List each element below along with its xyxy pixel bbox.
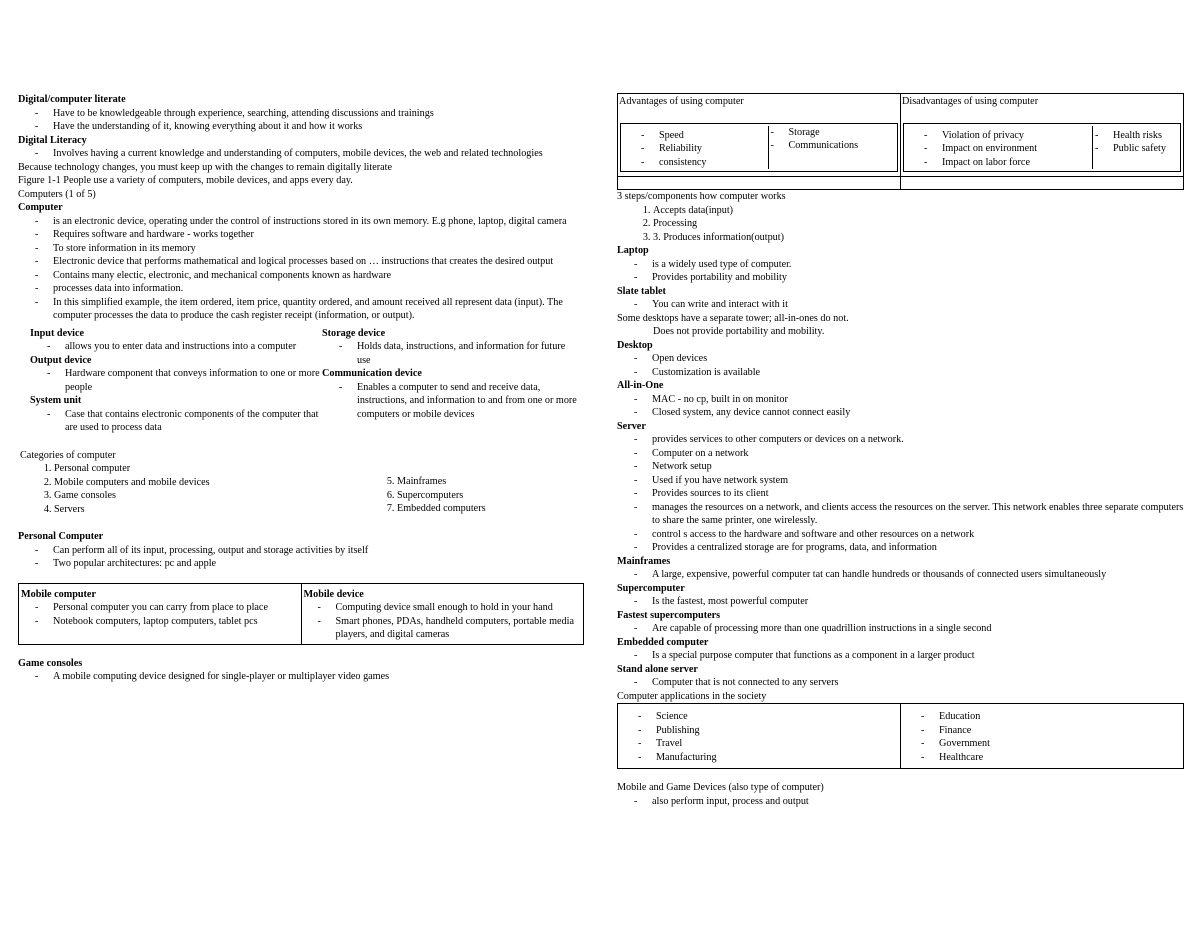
list-item: - Manufacturing xyxy=(638,751,900,765)
list-item: - Case that contains electronic components of the computer that are used to process data xyxy=(47,408,322,435)
advantages-heading: Advantages of using computer xyxy=(619,96,744,107)
list-item: - Computer that is not connected to any servers xyxy=(634,676,1187,690)
list-item: - Communications xyxy=(771,139,898,153)
list-item: - Hardware component that conveys information to one or more people xyxy=(47,367,322,394)
list-item: - Health risks xyxy=(1095,129,1180,143)
personal-computer-list xyxy=(18,544,588,571)
mobile-game-heading: Mobile and Game Devices (also type of computer) xyxy=(617,782,824,793)
mobile-device-cell xyxy=(301,583,584,644)
advantages-table xyxy=(617,93,1184,190)
list-item: 4. Servers xyxy=(54,503,359,517)
advantages-list-1 xyxy=(621,126,768,170)
server-heading: Server xyxy=(617,420,646,432)
storage-device-heading: Storage device xyxy=(322,327,386,339)
categories-columns xyxy=(18,462,588,516)
disadvantages-heading: Disadvantages of using computer xyxy=(902,96,1039,107)
table-empty-cell xyxy=(618,177,901,190)
list-item: - Violation of privacy xyxy=(924,129,1092,143)
output-device-list xyxy=(30,367,322,394)
game-consoles-heading: Game consoles xyxy=(18,657,83,669)
embedded-computer-heading: Embedded computer xyxy=(617,636,709,648)
plain-line: Computers (1 of 5) xyxy=(18,188,96,200)
slate-tablet-list xyxy=(617,298,1187,312)
steps-heading: 3 steps/components how computer works xyxy=(617,191,786,202)
computer-heading: Computer xyxy=(18,202,63,213)
list-item: - Provides sources to its client xyxy=(634,487,1187,501)
applications-list-left xyxy=(618,710,900,764)
list-item: 2. Mobile computers and mobile devices xyxy=(54,476,359,490)
communication-device-heading: Communication device xyxy=(322,368,422,379)
list-item: - To store information in its memory xyxy=(35,242,588,256)
personal-computer-heading: Personal Computer xyxy=(18,531,104,542)
categories-list-left xyxy=(18,462,359,516)
desktop-heading: Desktop xyxy=(617,339,653,351)
list-item: - Education xyxy=(921,710,1183,724)
embedded-computer-list xyxy=(617,649,1187,663)
list-item: - Involves having a current knowledge and understanding of computers, mobile devices, the web and related technologies xyxy=(35,147,588,161)
list-item: - Smart phones, PDAs, handheld computers, portable media players, and digital cameras xyxy=(318,615,582,642)
list-item: - Have to be knowledgeable through experience, searching, attending discussions and trainings xyxy=(35,107,588,121)
all-in-one-list xyxy=(617,393,1187,420)
list-item: - provides services to other computers or devices on a network. xyxy=(634,433,1187,447)
list-item: - Notebook computers, laptop computers, tablet pcs xyxy=(35,615,299,629)
applications-list-right xyxy=(901,710,1183,764)
system-unit-heading: System unit xyxy=(30,395,82,406)
advantages-cell xyxy=(618,94,901,177)
disadvantages-list-1 xyxy=(904,126,1092,170)
mainframes-heading: Mainframes xyxy=(617,555,671,567)
output-device-heading: Output device xyxy=(30,354,92,366)
digital-literate-list xyxy=(18,107,588,134)
list-item: - In this simplified example, the item ordered, item price, quantity ordered, and amount received all represent data (input). The computer processes the data to produce the cash register receipt (information, or output). xyxy=(35,296,588,323)
server-list xyxy=(617,433,1187,555)
list-item: - You can write and interact with it xyxy=(634,298,1187,312)
supercomputer-list xyxy=(617,595,1187,609)
list-item: - control s access to the hardware and software and other resources on a network xyxy=(634,528,1187,542)
list-item: - Impact on labor force xyxy=(924,156,1092,170)
input-device-list xyxy=(30,340,322,354)
list-item: - Can perform all of its input, processing, output and storage activities by itself xyxy=(35,544,588,558)
digital-literate-heading: Digital/computer literate xyxy=(18,94,126,105)
list-item: - consistency xyxy=(641,156,768,170)
stand-alone-server-heading: Stand alone server xyxy=(617,663,698,675)
list-item: - Holds data, instructions, and information for future use xyxy=(339,340,580,367)
slate-tablet-heading: Slate tablet xyxy=(617,285,666,297)
list-item: - Have the understanding of it, knowing everything about it and how it works xyxy=(35,120,588,134)
list-item: - Computing device small enough to hold in your hand xyxy=(318,601,582,615)
list-item: - A large, expensive, powerful computer tat can handle hundreds or thousands of connected users simultaneously xyxy=(634,568,1187,582)
list-item: - Healthcare xyxy=(921,751,1183,765)
list-item: - Finance xyxy=(921,724,1183,738)
list-item: - Used if you have network system xyxy=(634,474,1187,488)
list-item: 3. 3. Produces information(output) xyxy=(653,231,1187,245)
list-item: - Speed xyxy=(641,129,768,143)
disadvantages-box xyxy=(903,123,1181,173)
desktop-list xyxy=(617,352,1187,379)
list-item: - Are capable of processing more than one quadrillion instructions in a single second xyxy=(634,622,1187,636)
list-item: - Travel xyxy=(638,737,900,751)
digital-literacy-list xyxy=(18,147,588,161)
list-item: - Customization is available xyxy=(634,366,1187,380)
steps-list xyxy=(617,204,1187,245)
left-column xyxy=(18,93,588,684)
system-unit-list xyxy=(30,408,322,435)
list-item: - manages the resources on a network, and clients access the resources on the server. This network enables three separate computers to share the same printer, one wirelessly. xyxy=(634,501,1187,528)
applications-cell-left xyxy=(618,704,901,769)
right-column xyxy=(617,93,1187,808)
list-item: - Storage xyxy=(771,126,898,140)
list-item: - also perform input, process and output xyxy=(634,795,1187,809)
list-item: 7. Embedded computers xyxy=(397,502,486,516)
list-item: 6. Supercomputers xyxy=(397,489,486,503)
mobile-device-list xyxy=(304,601,582,642)
mobile-computer-list xyxy=(21,601,299,628)
list-item: 1. Personal computer xyxy=(54,462,359,476)
list-item: 3. Game consoles xyxy=(54,489,359,503)
categories-list-right xyxy=(359,475,486,516)
plain-line: Figure 1-1 People use a variety of computers, mobile devices, and apps every day. xyxy=(18,175,353,186)
list-item: - Open devices xyxy=(634,352,1187,366)
table-empty-cell xyxy=(901,177,1184,190)
list-item: - Personal computer you can carry from place to place xyxy=(35,601,299,615)
device-column-left xyxy=(30,327,322,435)
list-item: - Is a special purpose computer that functions as a component in a larger product xyxy=(634,649,1187,663)
list-item: - Provides portability and mobility xyxy=(634,271,1187,285)
laptop-heading: Laptop xyxy=(617,245,649,256)
list-item: - is a widely used type of computer. xyxy=(634,258,1187,272)
mobile-computer-cell xyxy=(19,583,302,644)
list-item: - processes data into information. xyxy=(35,282,588,296)
list-item: - Closed system, any device cannot connect easily xyxy=(634,406,1187,420)
list-item: - Impact on environment xyxy=(924,142,1092,156)
mobile-device-heading: Mobile device xyxy=(303,588,364,600)
mobile-computer-heading: Mobile computer xyxy=(21,588,96,600)
device-column-right xyxy=(322,327,580,435)
list-item: - Requires software and hardware - works together xyxy=(35,228,588,242)
fastest-supercomputers-list xyxy=(617,622,1187,636)
list-item: 1. Accepts data(input) xyxy=(653,204,1187,218)
disadvantages-cell xyxy=(901,94,1184,177)
supercomputer-heading: Supercomputer xyxy=(617,582,685,594)
applications-table xyxy=(617,703,1184,769)
list-item: - Publishing xyxy=(638,724,900,738)
list-item: - Two popular architectures: pc and apple xyxy=(35,557,588,571)
list-item: - is an electronic device, operating under the control of instructions stored in its own memory. E.g phone, laptop, digital camera xyxy=(35,215,588,229)
list-item: - Is the fastest, most powerful computer xyxy=(634,595,1187,609)
list-item: - Enables a computer to send and receive data, instructions, and information to and from one or more computers or mobile devices xyxy=(339,381,580,422)
list-item: - Reliability xyxy=(641,142,768,156)
list-item: - Government xyxy=(921,737,1183,751)
plain-line: Because technology changes, you must keep up with the changes to remain digitally literate xyxy=(18,161,392,173)
fastest-supercomputers-heading: Fastest supercomputers xyxy=(617,609,721,621)
categories-heading: Categories of computer xyxy=(20,449,116,461)
applications-cell-right xyxy=(901,704,1184,769)
game-consoles-list xyxy=(18,670,588,684)
list-item: - allows you to enter data and instructions into a computer xyxy=(47,340,322,354)
disadvantages-list-2 xyxy=(1092,126,1180,170)
communication-device-list xyxy=(322,381,580,422)
desktop-note: Some desktops have a separate tower; all-in-ones do not. xyxy=(617,312,849,324)
list-item: - Network setup xyxy=(634,460,1187,474)
list-item: - Provides a centralized storage are for programs, data, and information xyxy=(634,541,1187,555)
laptop-list xyxy=(617,258,1187,285)
list-item: - MAC - no cp, built in on monitor xyxy=(634,393,1187,407)
device-columns xyxy=(18,327,588,435)
list-item: 2. Processing xyxy=(653,217,1187,231)
computer-list xyxy=(18,215,588,323)
mobile-table xyxy=(18,583,584,645)
list-item: - Science xyxy=(638,710,900,724)
advantages-list-2 xyxy=(768,126,898,170)
mobile-game-list xyxy=(617,795,1187,809)
advantages-box xyxy=(620,123,898,173)
digital-literacy-heading: Digital Literacy xyxy=(18,134,87,146)
storage-device-list xyxy=(322,340,580,367)
list-item: - Public safety xyxy=(1095,142,1180,156)
all-in-one-heading: All-in-One xyxy=(617,380,664,391)
list-item: - Contains many electic, electronic, and mechanical components known as hardware xyxy=(35,269,588,283)
list-item: - Electronic device that performs mathematical and logical processes based on … instructions that creates the desired output xyxy=(35,255,588,269)
list-item: - A mobile computing device designed for single-player or multiplayer video games xyxy=(35,670,588,684)
list-item: - Computer on a network xyxy=(634,447,1187,461)
applications-heading: Computer applications in the society xyxy=(617,690,767,702)
stand-alone-server-list xyxy=(617,676,1187,690)
desktop-note-indent: Does not provide portability and mobility. xyxy=(653,326,825,337)
list-item: 5. Mainframes xyxy=(397,475,486,489)
input-device-heading: Input device xyxy=(30,327,85,339)
mainframes-list xyxy=(617,568,1187,582)
